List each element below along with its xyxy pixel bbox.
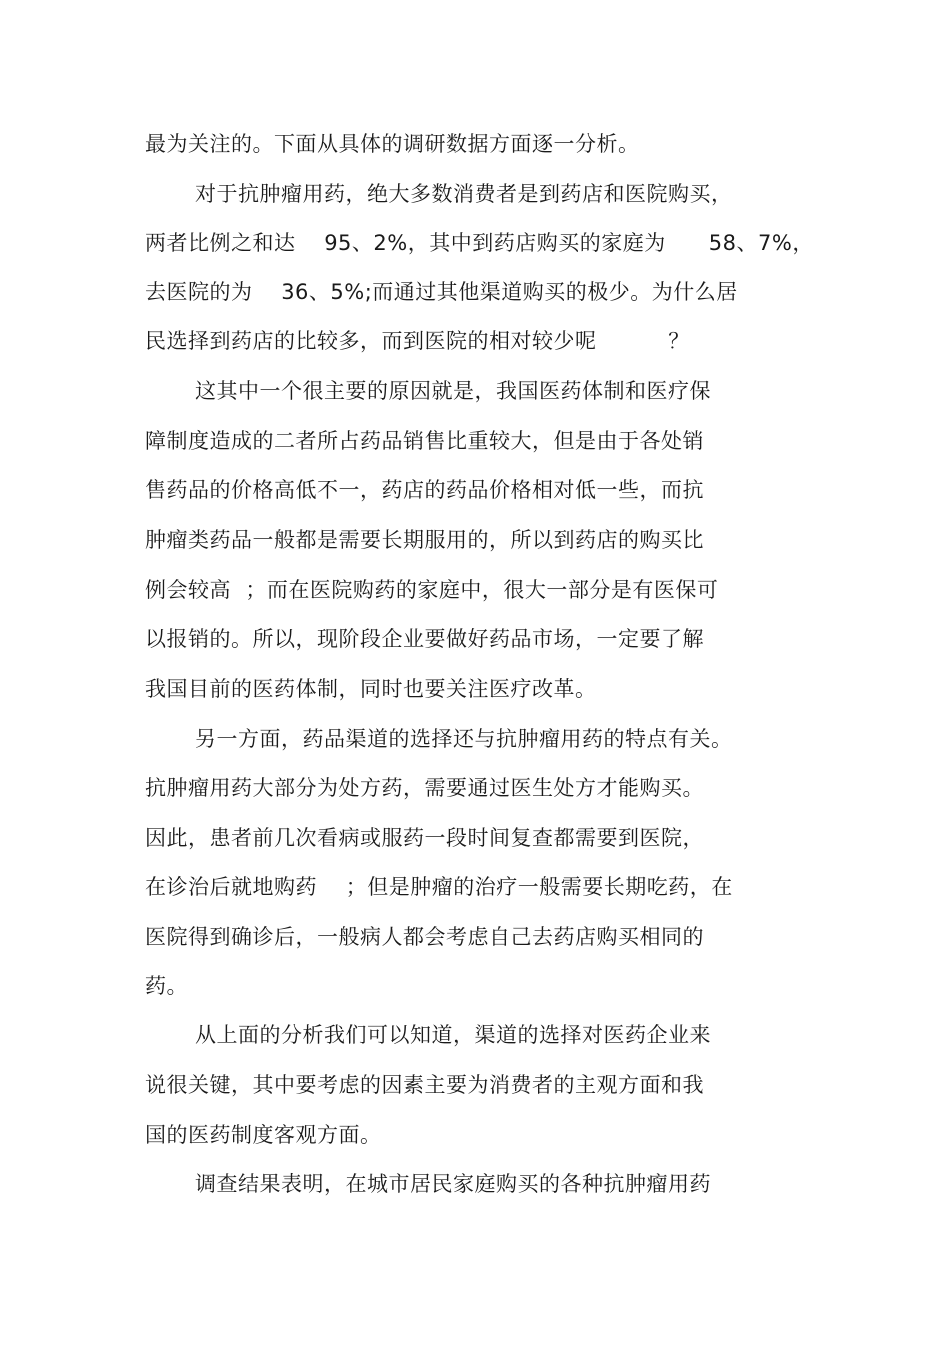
text-line: 在诊治后就地购药 ；但是肿瘤的治疗一般需要长期吃药，在 (145, 875, 733, 899)
text-line: 我国目前的医药体制，同时也要关注医疗改革。 (145, 677, 597, 701)
text-line: 医院得到确诊后，一般病人都会考虑自己去药店购买相同的 (145, 925, 704, 949)
text-line: 肿瘤类药品一般都是需要长期服用的，所以到药店的购买比 (145, 528, 704, 552)
text-line: 抗肿瘤用药大部分为处方药，需要通过医生处方才能购买。 (145, 776, 704, 800)
text-line: 最为关注的。下面从具体的调研数据方面逐一分析。 (145, 132, 640, 156)
text-line: 国的医药制度客观方面。 (145, 1123, 382, 1147)
paragraph-first-line: 调查结果表明，在城市居民家庭购买的各种抗肿瘤用药 (195, 1172, 711, 1196)
text-line: 例会较高 ；而在医院购药的家庭中，很大一部分是有医保可 (145, 578, 719, 602)
text-line: 说很关键，其中要考虑的因素主要为消费者的主观方面和我 (145, 1073, 704, 1097)
paragraph-first-line: 另一方面，药品渠道的选择还与抗肿瘤用药的特点有关。 (195, 727, 733, 751)
text-line: 售药品的价格高低不一，药店的药品价格相对低一些，而抗 (145, 478, 704, 502)
text-line: 因此，患者前几次看病或服药一段时间复查都需要到医院， (145, 826, 704, 850)
paragraph-first-line: 这其中一个很主要的原因就是，我国医药体制和医疗保 (195, 379, 711, 403)
text-line: 两者比例之和达 95、2%，其中到药店购买的家庭为 58、7%， (145, 231, 814, 255)
text-line: 以报销的。所以，现阶段企业要做好药品市场，一定要了解 (145, 627, 704, 651)
text-line: 药。 (145, 974, 188, 998)
text-line: 去医院的为 36、5%;而通过其他渠道购买的极少。为什么居 (145, 280, 738, 304)
text-line: 障制度造成的二者所占药品销售比重较大，但是由于各处销 (145, 429, 704, 453)
paragraph-first-line: 从上面的分析我们可以知道，渠道的选择对医药企业来 (195, 1023, 711, 1047)
text-line: 民选择到药店的比较多，而到医院的相对较少呢 ？ (145, 329, 690, 353)
paragraph-first-line: 对于抗肿瘤用药，绝大多数消费者是到药店和医院购买， (195, 182, 733, 206)
